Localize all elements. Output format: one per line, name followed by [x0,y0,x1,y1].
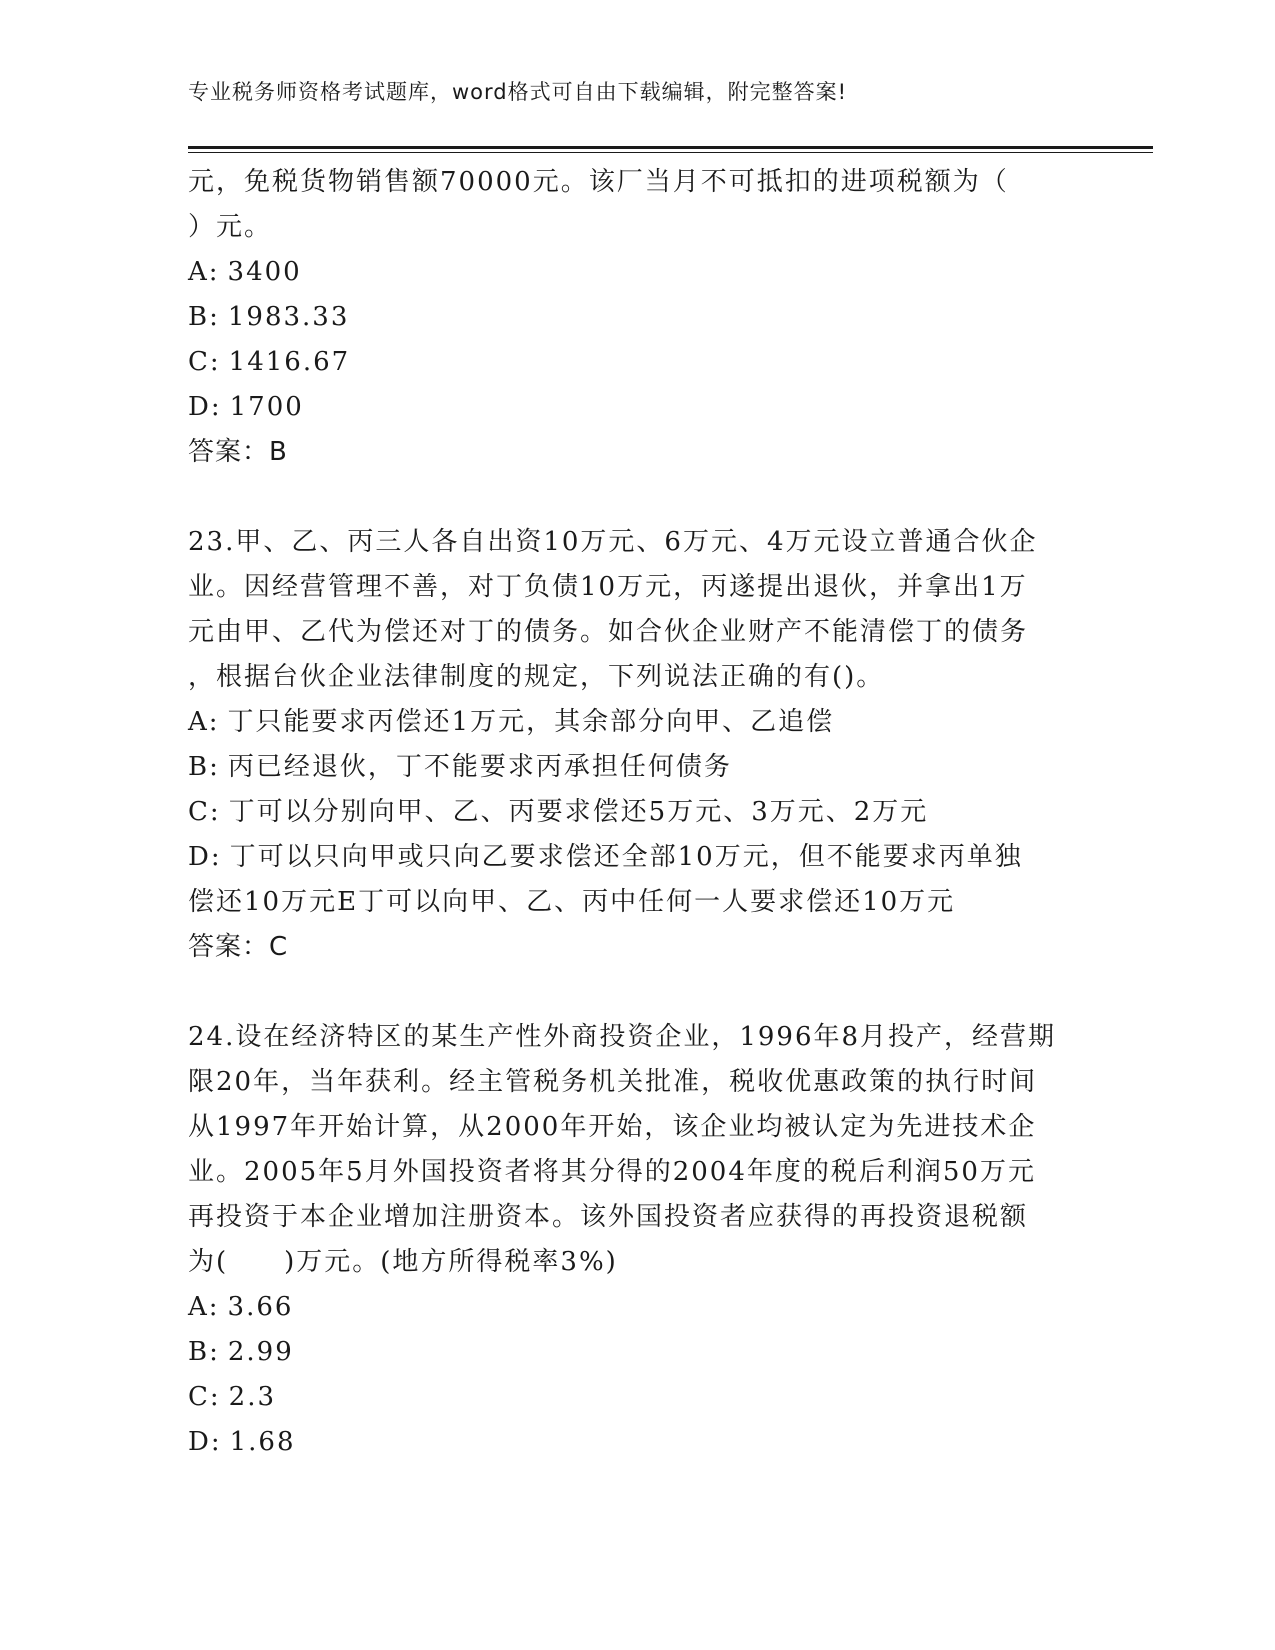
header-rule-thin [188,152,1153,153]
option-a [188,700,1153,745]
option-text: 丁可以只向甲或只向乙要求偿还全部10万元，但不能要求丙单独 [229,842,1023,872]
option-label: A: [188,257,220,287]
question-stem-line: 23.甲、乙、丙三人各自出资10万元、6万元、4万元设立普通合伙企 [188,527,1038,557]
question-gap [188,970,1153,1015]
option-text: 1983.33 [227,302,350,332]
document-body [188,160,1153,1465]
option-d [188,385,1153,430]
option-text: 丁可以分别向甲、乙、丙要求偿还5万元、3万元、2万元 [228,797,929,827]
option-label: B: [188,302,220,332]
option-label: B: [188,752,220,782]
answer-line: 答案：B [188,437,288,467]
option-label: D: [188,1427,222,1457]
answer-line: 答案：C [188,932,289,962]
option-c [188,790,1153,835]
question-stem-line: 限20年，当年获利。经主管税务机关批准，税收优惠政策的执行时间 [188,1067,1038,1097]
question-24 [188,1015,1153,1465]
option-label: B: [188,1337,220,1367]
option-label: D: [188,392,222,422]
question-stem-line: ）元。 [188,212,273,242]
option-text: 2.99 [227,1337,294,1367]
page-header: 专业税务师资格考试题库，word格式可自由下载编辑，附完整答案! [188,80,848,104]
option-text: 1416.67 [228,347,351,377]
option-label: C: [188,1382,221,1412]
option-a [188,1285,1153,1330]
option-d [188,1420,1153,1465]
option-text: 丁只能要求丙偿还1万元，其余部分向甲、乙追偿 [227,707,835,737]
option-c [188,1375,1153,1420]
header-rule-thick [188,146,1153,149]
option-b [188,745,1153,790]
option-text: 丙已经退伙，丁不能要求丙承担任何债务 [227,752,732,782]
question-22 [188,160,1153,475]
question-stem-line: 再投资于本企业增加注册资本。该外国投资者应获得的再投资退税额 [188,1202,1029,1232]
option-c [188,340,1153,385]
option-text: 2.3 [228,1382,277,1412]
option-text: 3400 [227,257,302,287]
question-stem-line: 元，免税货物销售额70000元。该厂当月不可抵扣的进项税额为（ [188,167,1009,197]
option-label: C: [188,797,221,827]
question-stem-line: 24.设在经济特区的某生产性外商投资企业，1996年8月投产，经营期 [188,1022,1057,1052]
option-label: A: [188,707,220,737]
option-label: A: [188,1292,220,1322]
question-stem-line: 为( )万元。(地方所得税率3%) [188,1247,618,1277]
option-continuation: 偿还10万元E丁可以向甲、乙、丙中任何一人要求偿还10万元 [188,887,956,917]
option-a [188,250,1153,295]
option-text: 1700 [229,392,304,422]
question-stem-line: 业。因经营管理不善，对丁负债10万元，丙遂提出退伙，并拿出1万 [188,572,1028,602]
question-gap [188,475,1153,520]
option-b [188,1330,1153,1375]
option-label: D: [188,842,222,872]
option-text: 3.66 [227,1292,294,1322]
option-text: 1.68 [229,1427,296,1457]
question-stem-line: 从1997年开始计算，从2000年开始，该企业均被认定为先进技术企 [188,1112,1037,1142]
option-d [188,835,1153,880]
question-stem-line: ，根据台伙企业法律制度的规定，下列说法正确的有()。 [188,662,885,692]
option-b [188,295,1153,340]
option-label: C: [188,347,221,377]
question-stem-line: 业。2005年5月外国投资者将其分得的2004年度的税后利润50万元 [188,1157,1036,1187]
question-stem-line: 元由甲、乙代为偿还对丁的债务。如合伙企业财产不能清偿丁的债务 [188,617,1029,647]
question-23 [188,520,1153,970]
